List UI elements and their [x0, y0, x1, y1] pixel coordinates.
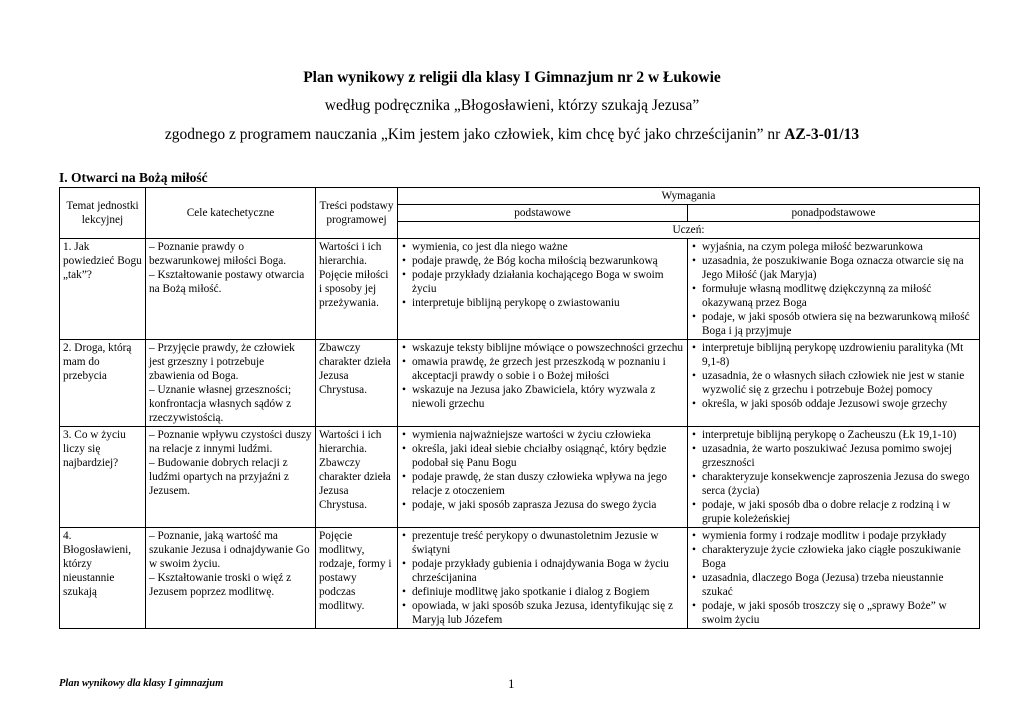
- requirement-item: • podaje, w jaki sposób dba o dobre relacje z rodziną i w grupie koleżeńskiej: [691, 498, 976, 526]
- requirement-item: • wymienia formy i rodzaje modlitw i podaje przykłady: [691, 529, 976, 543]
- requirement-item: • omawia prawdę, że grzech jest przeszkodą w poznaniu i akceptacji prawdy o sobie i o Bożej miłości: [401, 355, 684, 383]
- header-advanced: ponadpodstawowe: [688, 205, 980, 222]
- table-row: [60, 239, 980, 340]
- goals-cell: [146, 239, 316, 340]
- program-code: AZ-3-01/13: [784, 126, 860, 143]
- header-topic: Temat jednostki lekcyjnej: [60, 188, 146, 239]
- advanced-requirements-cell: [688, 427, 980, 528]
- requirement-item: • prezentuje treść perykopy o dwunastoletnim Jezusie w świątyni: [401, 529, 684, 557]
- requirement-item: • charakteryzuje konsekwencje zaproszenia Jezusa do swego serca (życia): [691, 470, 976, 498]
- header-requirements: Wymagania: [398, 188, 980, 205]
- requirement-item: • podaje, w jaki sposób otwiera się na bezwarunkową miłość Boga i ją przyjmuje: [691, 310, 976, 338]
- requirement-item: • opowiada, w jaki sposób szuka Jezusa, identyfikując się z Maryją lub Józefem: [401, 599, 684, 627]
- topic-cell: 1. Jak powiedzieć Bogu „tak”?: [60, 239, 146, 340]
- requirement-item: • interpretuje biblijną perykopę uzdrowieniu paralityka (Mt 9,1-8): [691, 341, 976, 369]
- header-content: Treści podstawy programowej: [316, 188, 398, 239]
- requirement-item: • uzasadnia, że poszukiwanie Boga oznacza otwarcie się na Jego Miłość (jak Maryja): [691, 254, 976, 282]
- basic-requirements-list: [401, 529, 684, 627]
- basic-requirements-cell: [398, 239, 688, 340]
- requirement-item: • podaje, w jaki sposób zaprasza Jezusa do swego życia: [401, 498, 684, 512]
- header-student: Uczeń:: [398, 222, 980, 239]
- basic-requirements-cell: [398, 427, 688, 528]
- goal-line: – Uznanie własnej grzeszności; konfrontacja własnych sądów z rzeczywistością.: [149, 384, 292, 424]
- advanced-requirements-list: [691, 341, 976, 411]
- requirement-item: • podaje prawdę, że Bóg kocha miłością bezwarunkową: [401, 254, 684, 268]
- topic-cell: 3. Co w życiu liczy się najbardziej?: [60, 427, 146, 528]
- advanced-requirements-list: [691, 529, 976, 627]
- table-row: [60, 427, 980, 528]
- requirement-item: • uzasadnia, że warto poszukiwać Jezusa pomimo swojej grzeszności: [691, 442, 976, 470]
- page-number: 1: [508, 676, 515, 691]
- requirement-item: • określa, w jaki sposób oddaje Jezusowi swoje grzechy: [691, 397, 976, 411]
- advanced-requirements-cell: [688, 528, 980, 629]
- goal-line: – Kształtowanie postawy otwarcia na Bożą miłość.: [149, 269, 305, 295]
- basic-requirements-list: [401, 341, 684, 411]
- requirement-item: • formułuje własną modlitwę dziękczynną za miłość okazywaną przez Boga: [691, 282, 976, 310]
- requirement-item: • charakteryzuje życie człowieka jako ciągłe poszukiwanie Boga: [691, 543, 976, 571]
- goal-line: – Przyjęcie prawdy, że człowiek jest grzeszny i potrzebuje zbawienia od Boga.: [149, 342, 295, 382]
- goals-cell: [146, 427, 316, 528]
- requirement-item: • określa, jaki ideał siebie chciałby osiągnąć, który będzie podobał się Panu Bogu: [401, 442, 684, 470]
- goal-line: – Poznanie prawdy o bezwarunkowej miłości Boga.: [149, 241, 287, 267]
- basic-requirements-cell: [398, 340, 688, 427]
- requirement-item: • wyjaśnia, na czym polega miłość bezwarunkowa: [691, 240, 976, 254]
- requirement-item: • definiuje modlitwę jako spotkanie i dialog z Bogiem: [401, 585, 684, 599]
- goals-cell: [146, 340, 316, 427]
- program-prefix: zgodnego z programem nauczania „Kim jestem jako człowiek, kim chcę być jako chrześcijanin” nr: [164, 126, 781, 143]
- content-cell: Zbawczy charakter dzieła Jezusa Chrystusa.: [316, 340, 398, 427]
- topic-cell: 4. Błogosławieni, którzy nieustannie szukają: [60, 528, 146, 629]
- basic-requirements-cell: [398, 528, 688, 629]
- content-cell: Wartości i ich hierarchia. Pojęcie miłości i sposoby jej przeżywania.: [316, 239, 398, 340]
- table-row: [60, 340, 980, 427]
- section-title: I. Otwarci na Bożą miłość: [59, 170, 208, 185]
- requirement-item: • podaje przykłady gubienia i odnajdywania Boga w życiu chrześcijanina: [401, 557, 684, 585]
- document-subtitle: według podręcznika „Błogosławieni, którzy szukają Jezusa”: [324, 97, 700, 114]
- topic-cell: 2. Droga, którą mam do przebycia: [60, 340, 146, 427]
- goal-line: – Poznanie, jaką wartość ma szukanie Jezusa i odnajdywanie Go w swoim życiu.: [149, 530, 310, 570]
- program-line: [0, 126, 1024, 144]
- requirement-item: • podaje prawdę, że stan duszy człowieka wpływa na jego relacje z otoczeniem: [401, 470, 684, 498]
- table-row: [60, 528, 980, 629]
- basic-requirements-list: [401, 428, 684, 512]
- goal-line: – Poznanie wpływu czystości duszy na relacje z innymi ludźmi.: [149, 429, 312, 455]
- basic-requirements-list: [401, 240, 684, 310]
- plan-table: [59, 187, 980, 629]
- requirement-item: • wskazuje na Jezusa jako Zbawiciela, który wyzwala z niewoli grzechu: [401, 383, 684, 411]
- advanced-requirements-cell: [688, 239, 980, 340]
- goal-line: – Budowanie dobrych relacji z ludźmi opartych na przyjaźni z Jezusem.: [149, 457, 289, 497]
- content-cell: Wartości i ich hierarchia. Zbawczy charakter dzieła Jezusa Chrystusa.: [316, 427, 398, 528]
- requirement-item: • interpretuje biblijną perykopę o Zacheuszu (Łk 19,1-10): [691, 428, 976, 442]
- advanced-requirements-list: [691, 240, 976, 338]
- advanced-requirements-list: [691, 428, 976, 526]
- requirement-item: • wymienia, co jest dla niego ważne: [401, 240, 684, 254]
- header-basic: podstawowe: [398, 205, 688, 222]
- requirement-item: • podaje przykłady działania kochającego Boga w swoim życiu: [401, 268, 684, 296]
- requirement-item: • interpretuje biblijną perykopę o zwiastowaniu: [401, 296, 684, 310]
- requirement-item: • podaje, w jaki sposób troszczy się o „sprawy Boże” w swoim życiu: [691, 599, 976, 627]
- requirement-item: • uzasadnia, że o własnych siłach człowiek nie jest w stanie wyzwolić się z grzechu i potrzebuje Bożej pomocy: [691, 369, 976, 397]
- content-cell: Pojęcie modlitwy, rodzaje, formy i postawy podczas modlitwy.: [316, 528, 398, 629]
- requirement-item: • uzasadnia, dlaczego Boga (Jezusa) trzeba nieustannie szukać: [691, 571, 976, 599]
- advanced-requirements-cell: [688, 340, 980, 427]
- goals-cell: [146, 528, 316, 629]
- requirement-item: • wskazuje teksty biblijne mówiące o powszechności grzechu: [401, 341, 684, 355]
- goal-line: – Kształtowanie troski o więź z Jezusem poprzez modlitwę.: [149, 572, 292, 598]
- document-title: Plan wynikowy z religii dla klasy I Gimnazjum nr 2 w Łukowie: [303, 69, 721, 86]
- footer-text: Plan wynikowy dla klasy I gimnazjum: [59, 678, 224, 689]
- requirement-item: • wymienia najważniejsze wartości w życiu człowieka: [401, 428, 684, 442]
- header-goals: Cele katechetyczne: [146, 188, 316, 239]
